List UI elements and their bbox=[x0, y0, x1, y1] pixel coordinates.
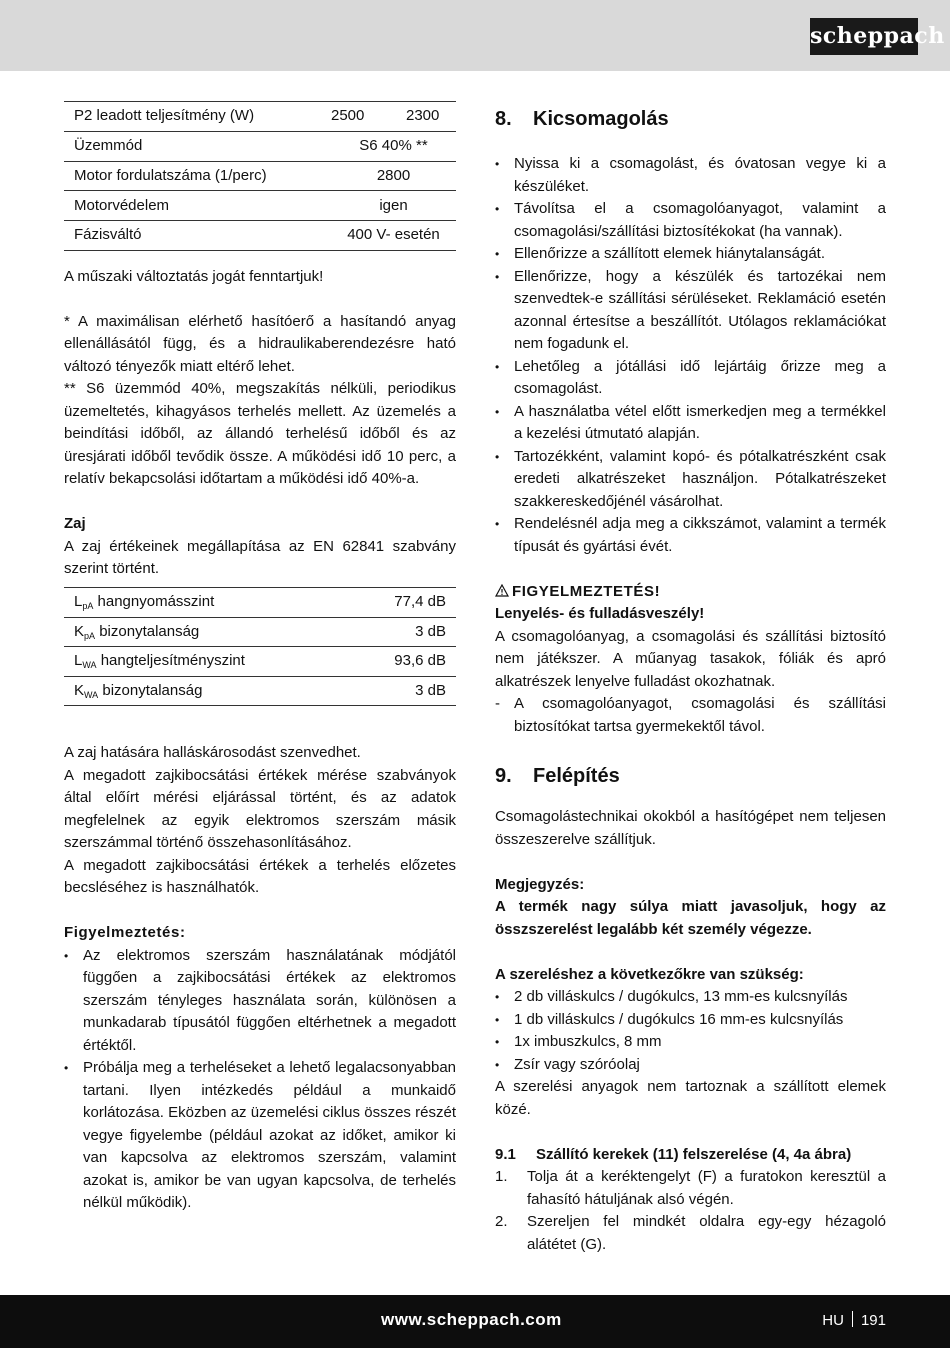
table-row bbox=[64, 161, 456, 191]
section-9-title: 9. Felépítés bbox=[495, 765, 620, 787]
list-item: • 1 db villáskulcs / dugókulcs 16 mm-es kulcsnyílás bbox=[495, 1009, 886, 1032]
noise-value: 3 dB bbox=[349, 617, 456, 647]
warning-dash-list bbox=[495, 693, 886, 738]
table-row bbox=[64, 587, 456, 617]
unpacking-list bbox=[495, 153, 886, 558]
noise-value: 93,6 dB bbox=[349, 647, 456, 677]
table-row bbox=[64, 676, 456, 706]
list-item: • Nyissa ki a csomagolást, és óvatosan vegye ki a készüléket. bbox=[495, 153, 886, 198]
spec-label: Üzemmód bbox=[64, 131, 321, 161]
warning-triangle-icon bbox=[495, 581, 512, 604]
left-column bbox=[64, 101, 456, 1215]
table-row bbox=[64, 102, 456, 132]
header-bar bbox=[0, 0, 950, 71]
scheppach-logo: scheppach bbox=[810, 18, 918, 55]
table-row bbox=[64, 647, 456, 677]
list-item: • Távolítsa el a csomagolóanyagot, valamint a csomagolási/szállítási biztosítékokat (ha vannak). bbox=[495, 198, 886, 243]
page-indicator bbox=[822, 1310, 886, 1333]
list-item: • A használatba vétel előtt ismerkedjen meg a termékkel a kezelési útmutató alapján. bbox=[495, 401, 886, 446]
list-item: • Tartozékként, valamint kopó- és pótalkatrészként csak eredeti alkatrészeket használjon. Pótalkatrészeket szakkereskedőjénél vásárolhat. bbox=[495, 446, 886, 514]
list-item: • Próbálja meg a terheléseket a lehető legalacsonyabban tartani. Ilyen intézkedés például a munkaidő korlátozása. Eközben az üzemelési ciklus összes részét vegye figyelembe (például azokat az időket, amikor ki van kapcsolva az elektromos szerszám, valamint azokat is, amikor be van ugyan kapcsolva, de terhelés nélkül működik). bbox=[64, 1057, 456, 1215]
spec-value: 400 V- esetén bbox=[321, 221, 456, 251]
spec-value: igen bbox=[321, 191, 456, 221]
requirements-heading: A szereléshez a következőkre van szükség: bbox=[495, 965, 804, 983]
warning-list bbox=[64, 945, 456, 1215]
warning-heading: Figyelmeztetés: bbox=[64, 924, 186, 942]
section-8-title: 8. Kicsomagolás bbox=[495, 108, 669, 130]
spec-label: Motorvédelem bbox=[64, 191, 321, 221]
section-9-1-title: 9.1 Szállító kerekek (11) felszerelése (4, 4a ábra) bbox=[495, 1145, 852, 1163]
spec-table bbox=[64, 101, 456, 251]
noise-table bbox=[64, 587, 456, 706]
list-item: • 1x imbuszkulcs, 8 mm bbox=[495, 1031, 886, 1054]
list-item: • Lehetőleg a jótállási idő lejártáig őrizze meg a csomagolást. bbox=[495, 356, 886, 401]
warning-text: A csomagolóanyag, a csomagolási és szállítási biztosító nem játékszer. A műanyag tasakok, fóliák és apró alkatrészek lenyelve fulladást okozhatnak. bbox=[495, 627, 886, 690]
table-row bbox=[64, 617, 456, 647]
noise-value: 3 dB bbox=[349, 676, 456, 706]
hearing-note: A zaj hatására halláskárosodást szenvedhet. bbox=[64, 744, 361, 762]
changes-note: A műszaki változtatás jogát fenntartjuk! bbox=[64, 267, 324, 285]
divider bbox=[852, 1311, 853, 1327]
list-item: • Az elektromos szerszám használatának módjától függően a zajkibocsátási értékek az elektromos szerszám tényleges használata során, különösen a munkadarab típusától függően eltérhetnek a megadott értéktől. bbox=[64, 945, 456, 1058]
noise-label: $K_{pA}$ bizonytalanság bbox=[64, 617, 349, 647]
table-row bbox=[64, 191, 456, 221]
list-item: - A csomagolóanyagot, csomagolási és szállítási biztosítókat tartsa gyermekektől távol. bbox=[495, 693, 886, 738]
list-item: • Ellenőrizze a szállított elemek hiánytalanságát. bbox=[495, 243, 886, 266]
list-item: • Rendelésnél adja meg a cikkszámot, valamint a termék típusát és gyártási évét. bbox=[495, 513, 886, 558]
measured-note: A megadott zajkibocsátási értékek mérése szabványok által előírt mérési eljárással történt, és az adatok megfelelnek az egyik elektromos szerszám másik szerszámmal történő összehasonlításához. bbox=[64, 766, 456, 852]
spec-value: 2300 bbox=[396, 102, 456, 132]
spec-label: Fázisváltó bbox=[64, 221, 321, 251]
estimate-note: A megadott zajkibocsátási értékek a terhelés előzetes becsléséhez is használhatók. bbox=[64, 856, 456, 897]
language-code: HU bbox=[822, 1312, 844, 1329]
list-item: • Zsír vagy szóróolaj bbox=[495, 1054, 886, 1077]
footnote-1: * A maximálisan elérhető hasítóerő a hasítandó anyag ellenállásától függ, és a hidraulikaberendezésre ható változó tényezők miatt eltérő lehet. bbox=[64, 312, 456, 375]
list-item: • 2 db villáskulcs / dugókulcs, 13 mm-es kulcsnyílás bbox=[495, 986, 886, 1009]
noise-value: 77,4 dB bbox=[349, 587, 456, 617]
requirements-list bbox=[495, 986, 886, 1076]
noise-intro: A zaj értékeinek megállapítása az EN 62841 szabvány szerint történt. bbox=[64, 537, 456, 578]
noise-label: $K_{WA}$ bizonytalanság bbox=[64, 676, 349, 706]
list-item: 1. Tolja át a keréktengelyt (F) a furatokon keresztül a fahasító hátuljának alsó végén. bbox=[495, 1168, 886, 1208]
section-9-intro: Csomagolástechnikai okokból a hasítógépet nem teljesen összeszerelve szállítjuk. bbox=[495, 808, 886, 848]
spec-label: P2 leadott teljesítmény (W) bbox=[64, 102, 321, 132]
requirements-note: A szerelési anyagok nem tartoznak a szállított elemek közé. bbox=[495, 1078, 886, 1118]
noise-label: $L_{WA}$ hangteljesítményszint bbox=[64, 647, 349, 677]
table-row bbox=[64, 221, 456, 251]
footnote-2: ** S6 üzemmód 40%, megszakítás nélküli, periodikus üzemeltetés, kihagyásos terhelés mellett. Az üzemelés a beindítási időből, az állandó terhelésű időből és az üresjárati időből tevődik össze. A működési idő 10 perc, a relatív bekapcsolási időtartam a működési idő 40%-a. bbox=[64, 380, 456, 488]
spec-value: S6 40% ** bbox=[321, 131, 456, 161]
list-item: • Ellenőrizze, hogy a készülék és tartozékai nem szenvedtek-e szállítási sérüléseket. Reklamáció esetén azonnal értesítse a beszállítót. Utólagos reklamációkat nem fogadunk el. bbox=[495, 266, 886, 356]
spec-value: 2500 bbox=[321, 102, 396, 132]
right-column bbox=[495, 101, 886, 1256]
note-text: A termék nagy súlya miatt javasoljuk, hogy az összszerelést legalább két személy végezze. bbox=[495, 898, 886, 938]
table-row bbox=[64, 131, 456, 161]
list-item: 2. Szereljen fel mindkét oldalra egy-egy hézagoló alátétet (G). bbox=[495, 1213, 886, 1253]
steps-list bbox=[495, 1166, 886, 1256]
website-link[interactable]: www.scheppach.com bbox=[381, 1310, 562, 1329]
warning-subtitle: Lenyelés- és fulladásveszély! bbox=[495, 605, 705, 622]
spec-value: 2800 bbox=[321, 161, 456, 191]
spec-label: Motor fordulatszáma (1/perc) bbox=[64, 161, 321, 191]
noise-heading: Zaj bbox=[64, 515, 86, 533]
noise-label: $L_{pA}$ hangnyomásszint bbox=[64, 587, 349, 617]
footer-bar bbox=[0, 1295, 950, 1348]
warning-title: FIGYELMEZTETÉS! bbox=[495, 581, 886, 604]
page-number: 191 bbox=[860, 1312, 886, 1329]
note-heading: Megjegyzés: bbox=[495, 875, 585, 893]
